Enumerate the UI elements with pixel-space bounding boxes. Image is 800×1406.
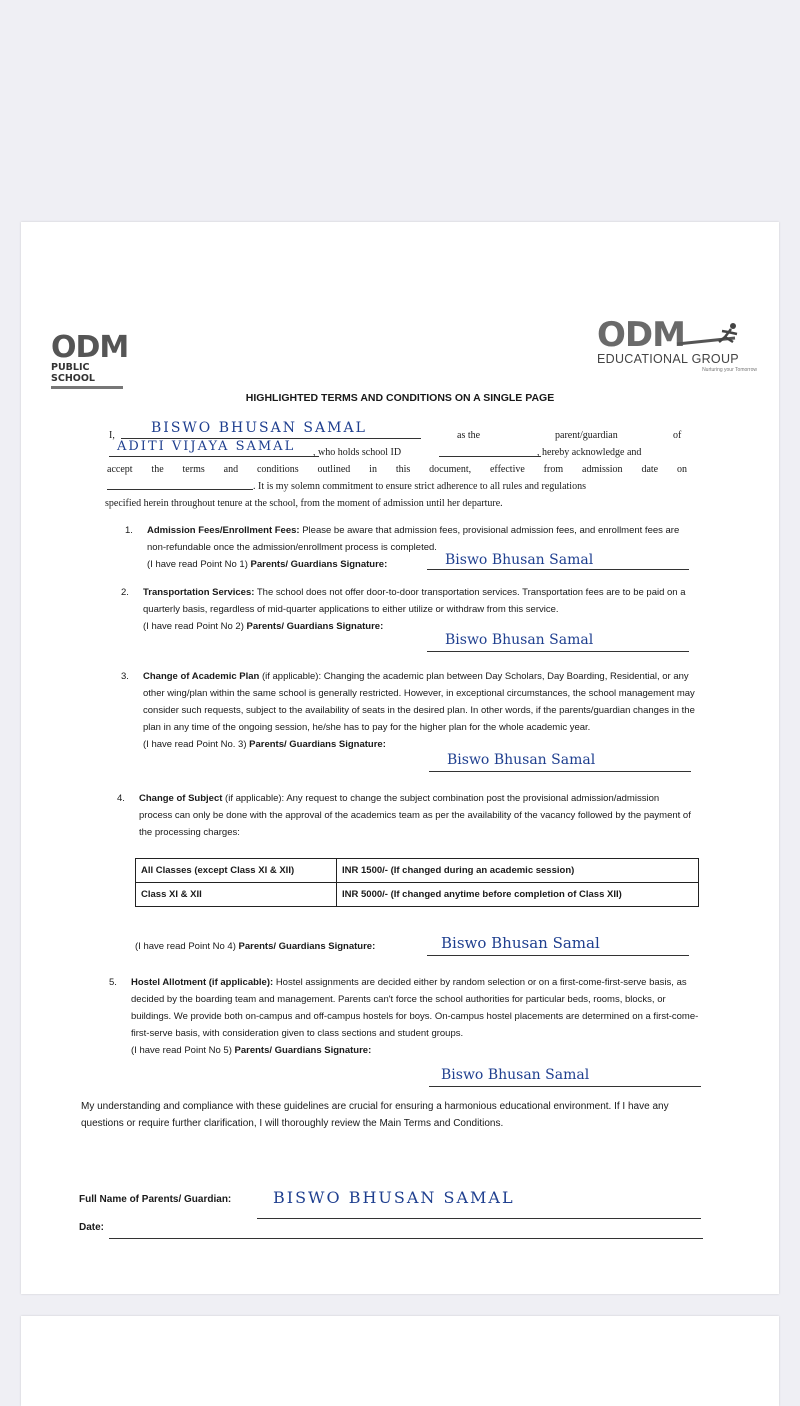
item-text: Any request to change the subject combination post the provisional admission/admission process can only be done with the approval of the academics team as per the availability of the vacancy followed by the payment of the processing charges: — [139, 793, 691, 838]
item-ack: (I have read Point No. 3) — [143, 739, 250, 750]
table-row — [136, 883, 699, 907]
item-title: Change of Academic Plan — [143, 671, 260, 682]
term-item-3 — [121, 668, 695, 753]
signature-line-4 — [427, 955, 689, 956]
parent-name-handwritten: BISWO BHUSAN SAMAL — [151, 420, 367, 436]
term-item-5 — [109, 974, 701, 1059]
signature-line-5 — [429, 1086, 701, 1087]
logo-right-sub: EDUCATIONAL GROUP — [597, 352, 739, 366]
item-title: Transportation Services: — [143, 587, 255, 598]
full-name-label: Full Name of Parents/ Guardian: — [79, 1194, 232, 1205]
odm-public-school-logo — [51, 330, 131, 389]
table-cell: INR 5000/- (If changed anytime before completion of Class XII) — [337, 883, 699, 907]
item-number: 2. — [121, 587, 129, 598]
intro-line-4: . It is my solemn commitment to ensure strict adherence to all rules and regulations — [253, 481, 586, 492]
signature-3: Biswo Bhusan Samal — [447, 752, 596, 768]
item-title-suffix: (if applicable): — [222, 793, 285, 804]
intro-who-holds: , who holds school ID — [313, 447, 402, 458]
term-item-2 — [121, 584, 693, 635]
logo-right-tagline: Nurturing your Tomorrow — [702, 367, 757, 373]
logo-left-mark: ODM — [51, 330, 129, 365]
item-ack: (I have read Point No 4) — [135, 941, 239, 952]
table-cell: All Classes (except Class XI & XII) — [136, 859, 337, 883]
odm-educational-group-logo — [597, 315, 757, 374]
full-name-line — [257, 1218, 701, 1219]
signature-line-3 — [429, 771, 691, 772]
date-line — [109, 1238, 703, 1239]
item-ack-signature-label: Parents/ Guardians Signature: — [246, 621, 384, 632]
item-ack: (I have read Point No 1) — [147, 559, 251, 570]
item-number: 1. — [125, 525, 133, 536]
next-page-edge — [21, 1316, 779, 1406]
item-title: Change of Subject — [139, 793, 223, 804]
item-ack-signature-label: Parents/ Guardians Signature: — [234, 1045, 372, 1056]
item-ack-signature-label: Parents/ Guardians Signature: — [238, 941, 376, 952]
item-4-ack — [135, 938, 695, 955]
table-cell: INR 1500/- (If changed during an academic session) — [337, 859, 699, 883]
term-item-1 — [125, 522, 692, 573]
document-page — [21, 222, 779, 1294]
item-title-suffix: (if applicable): — [259, 671, 322, 682]
full-name-handwritten: BISWO BHUSAN SAMAL — [273, 1188, 515, 1207]
intro-acknowledge: , hereby acknowledge and — [537, 447, 642, 458]
item-ack-signature-label: Parents/ Guardians Signature: — [249, 739, 386, 750]
signature-5: Biswo Bhusan Samal — [441, 1067, 590, 1083]
document-title: HIGHLIGHTED TERMS AND CONDITIONS ON A SINGLE PAGE — [245, 392, 555, 404]
subject-change-fee-table — [135, 858, 699, 907]
logo-left-strip — [51, 386, 123, 389]
item-text: Hostel assignments are decided either by random selection or on a first-come-first-serve basis, as decided by the boarding team and management. Parents can't force the school authorities for particular beds, rooms, blocks, or buildings. We provide both on-campus and off-campus hostels for boys. On-campus hostel placements are determined on a first-come-first-serve basis, with consideration given to class sections and student groups. — [131, 977, 699, 1039]
item-text: Changing the academic plan between Day Scholars, Day Boarding, Residential, or any other wing/plan within the same school is generally restricted. However, in exceptional circumstances, the school management may consider such requests, subject to the availability of seats in the desired plan. In other words, if the parents/guardian changes in the plan in any time of the ongoing session, he/she has to pay for the higher plan for the whole academic year. — [143, 671, 695, 733]
item-number: 3. — [121, 671, 129, 682]
table-cell: Class XI & XII — [136, 883, 337, 907]
signature-line-2 — [427, 651, 689, 652]
item-ack: (I have read Point No 5) — [131, 1045, 235, 1056]
item-text: Please be aware that admission fees, provisional admission fees, and enrollment fees are non-refundable once the admission/enrollment process is completed. — [147, 525, 680, 553]
term-item-4 — [117, 790, 695, 841]
signature-2: Biswo Bhusan Samal — [445, 632, 594, 648]
intro-line-3: accept the terms and conditions outlined in this document, effective from admission date on — [107, 464, 687, 475]
runner-icon — [675, 322, 745, 352]
intro-line-5: specified herein throughout tenure at the school, from the moment of admission until her departure. — [105, 498, 503, 509]
date-label: Date: — [79, 1222, 105, 1233]
signature-4: Biswo Bhusan Samal — [441, 934, 600, 952]
closing-statement: My understanding and compliance with these guidelines are crucial for ensuring a harmonious educational environment. If I have any questions or require further clarification, I will thoroughly review the Main Terms and Conditions. — [81, 1101, 669, 1129]
logo-left-sub: PUBLIC SCHOOL — [51, 362, 95, 384]
admission-date-line — [107, 489, 253, 490]
intro-role: parent/guardian — [555, 430, 618, 441]
school-id-line — [439, 456, 541, 457]
item-title: Hostel Allotment (if applicable): — [131, 977, 274, 988]
logo-right-mark: ODM — [597, 315, 685, 355]
item-title: Admission Fees/Enrollment Fees: — [147, 525, 300, 536]
intro-as-the: as the — [457, 430, 481, 441]
student-name-handwritten: ADITI VIJAYA SAMAL — [117, 439, 296, 454]
student-name-line — [109, 456, 319, 457]
intro-i-label: I, — [109, 430, 115, 441]
table-row — [136, 859, 699, 883]
signature-1: Biswo Bhusan Samal — [445, 552, 594, 568]
signature-line-1 — [427, 569, 689, 570]
item-ack-signature-label: Parents/ Guardians Signature: — [250, 559, 388, 570]
item-ack: (I have read Point No 2) — [143, 621, 247, 632]
item-number: 5. — [109, 977, 117, 988]
item-number: 4. — [117, 793, 125, 804]
intro-of: of — [673, 430, 682, 441]
item-text: The school does not offer door-to-door transportation services. Transportation fees are to be paid on a quarterly basis, regardless of mid-quarter applications to either utilize or withdraw from this service. — [143, 587, 686, 615]
